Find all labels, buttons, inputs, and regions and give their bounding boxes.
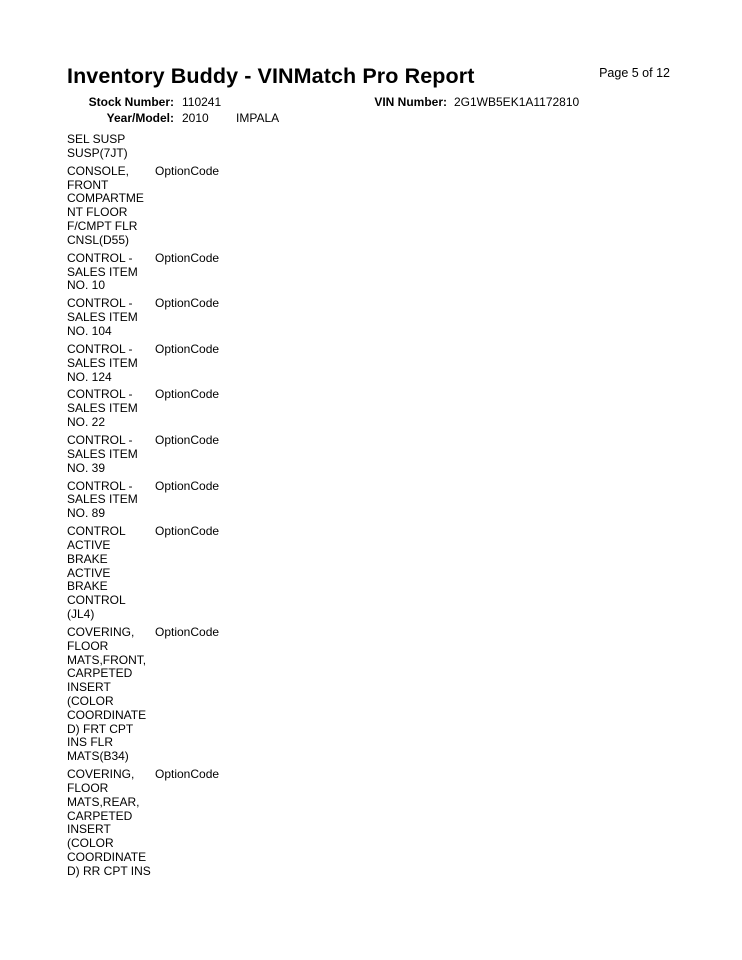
report-title: Inventory Buddy - VINMatch Pro Report: [67, 64, 475, 88]
option-row: [67, 165, 327, 248]
option-row: [67, 252, 327, 293]
option-description: COVERING, FLOOR MATS,REAR, CARPETED INSERT (COLOR COORDINATE D) RR CPT INS: [67, 767, 151, 878]
option-description: CONTROL - SALES ITEM NO. 124: [67, 341, 138, 384]
option-row: [67, 133, 327, 161]
option-code: OptionCode: [155, 624, 220, 639]
option-row: [67, 480, 327, 521]
option-code: OptionCode: [155, 341, 220, 356]
year-value: 2010: [182, 111, 209, 125]
option-code: OptionCode: [155, 163, 220, 178]
vin-number-value: 2G1WB5EK1A1172810: [454, 95, 580, 109]
year-model-label: Year/Model:: [106, 111, 174, 125]
vin-number-label: VIN Number:: [374, 95, 447, 109]
option-code: OptionCode: [155, 433, 220, 448]
option-code: OptionCode: [155, 387, 220, 402]
model-value: IMPALA: [236, 111, 280, 125]
option-code: OptionCode: [155, 250, 220, 265]
option-code: OptionCode: [155, 524, 220, 539]
option-row: [67, 343, 327, 384]
option-description: CONTROL - SALES ITEM NO. 22: [67, 387, 138, 430]
option-description: CONTROL ACTIVE BRAKE ACTIVE BRAKE CONTROL (JL4): [67, 524, 126, 621]
option-code: OptionCode: [155, 767, 220, 782]
option-row: [67, 768, 327, 878]
stock-number-value: 110241: [182, 95, 222, 109]
option-list: [67, 133, 327, 883]
option-description: CONTROL - SALES ITEM NO. 104: [67, 296, 138, 338]
option-description: CONTROL - SALES ITEM NO. 89: [67, 478, 138, 521]
option-code: OptionCode: [155, 478, 220, 493]
option-code: OptionCode: [155, 296, 220, 311]
page-number: Page 5 of 12: [599, 66, 670, 80]
option-description: CONSOLE, FRONT COMPARTME NT FLOOR F/CMPT FLR CNSL(D55): [67, 163, 144, 247]
option-row: [67, 525, 327, 622]
option-description: CONTROL - SALES ITEM NO. 39: [67, 433, 138, 475]
stock-number-label: Stock Number:: [88, 95, 174, 109]
option-row: [67, 626, 327, 764]
option-row: [67, 434, 327, 475]
option-description: CONTROL - SALES ITEM NO. 10: [67, 250, 138, 293]
option-row: [67, 297, 327, 338]
option-description: COVERING, FLOOR MATS,FRONT, CARPETED INSERT (COLOR COORDINATE D) FRT CPT INS FLR MATS(B34): [67, 624, 147, 764]
option-row: [67, 388, 327, 429]
option-description: SEL SUSP SUSP(7JT): [67, 132, 128, 160]
